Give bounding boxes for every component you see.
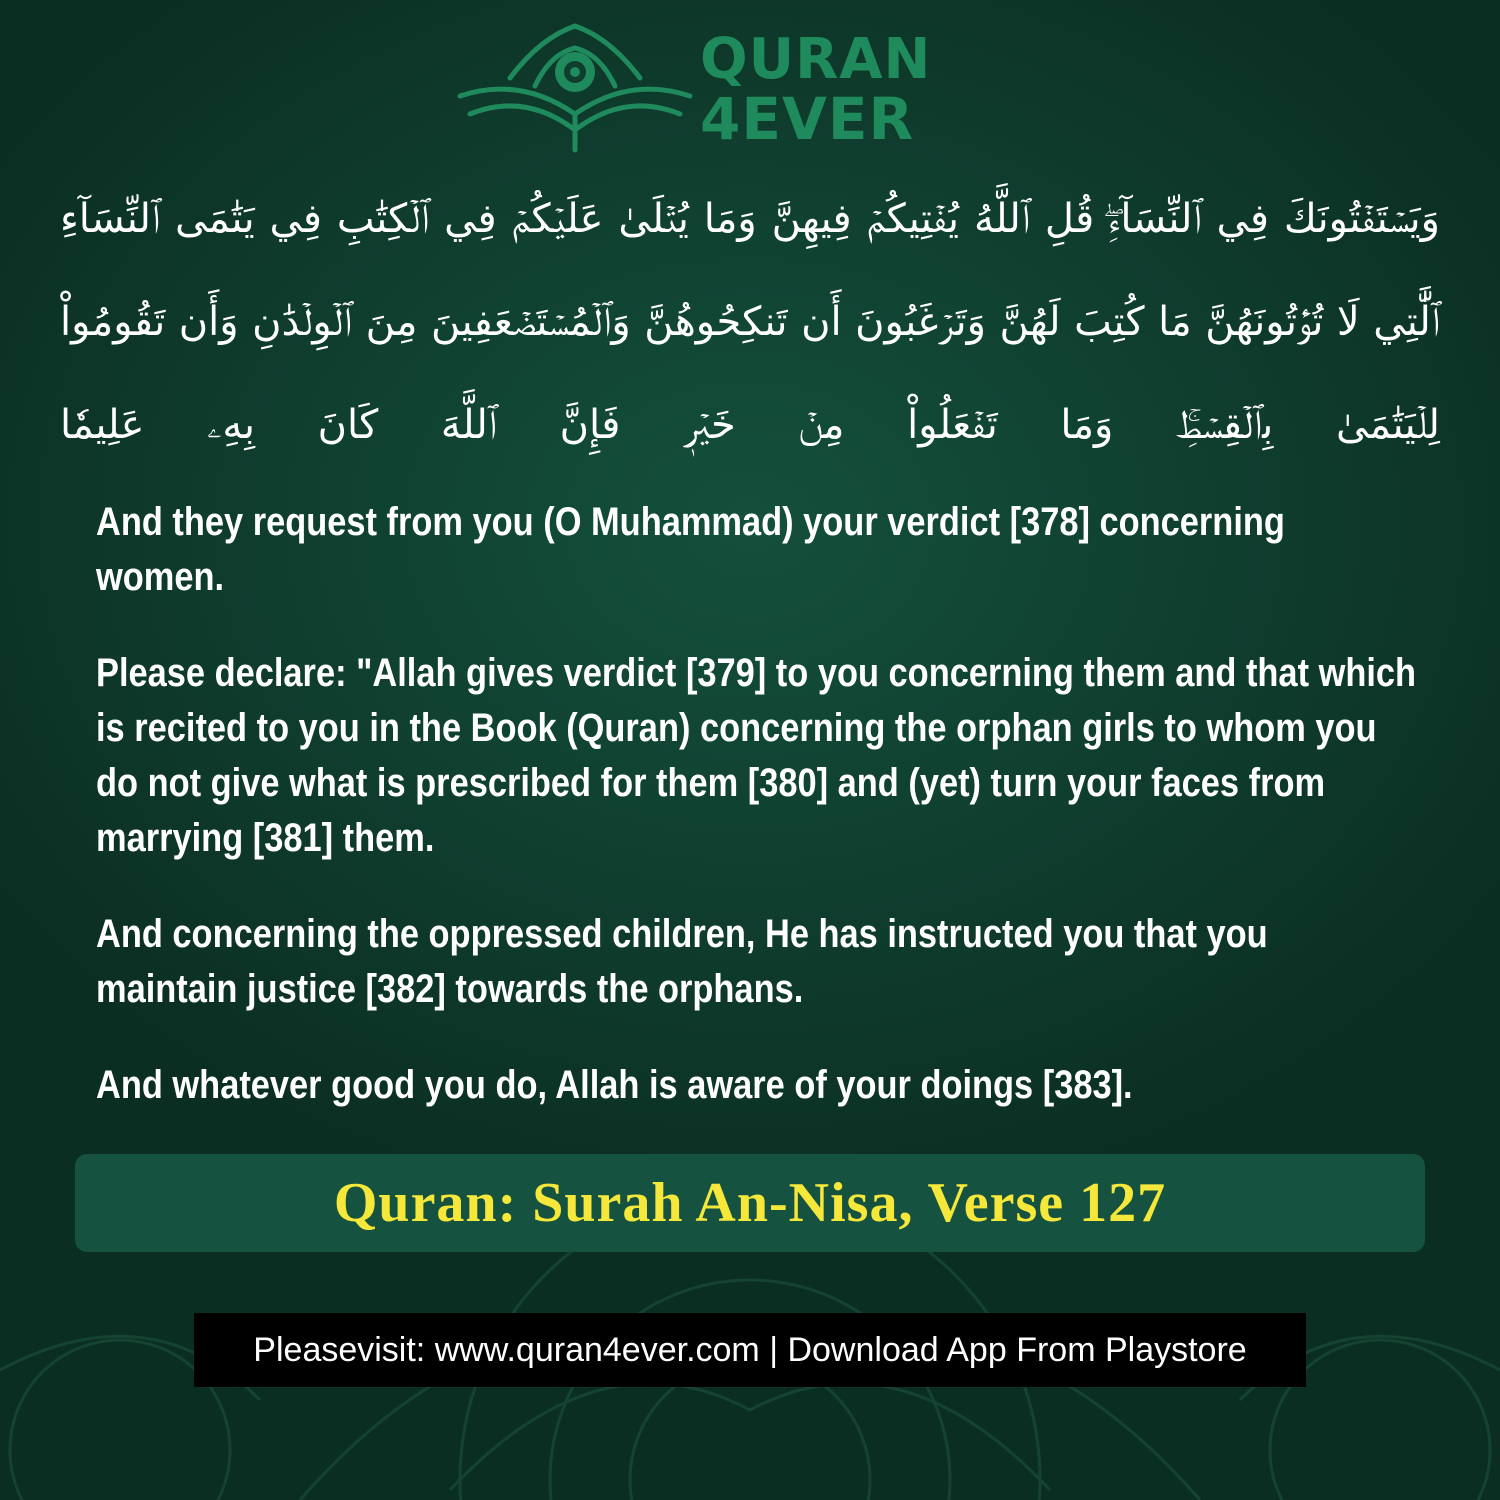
translation-paragraph: Please declare: "Allah gives verdict [379] to you concerning them and that which is recited to you in the Book (Quran) concerning the orphan girls to whom you do not give what is prescribed for them [380] and (yet) turn your faces from marrying [381] them. (96, 651, 1417, 860)
translation-paragraph: And whatever good you do, Allah is aware of your doings [383]. (96, 1063, 1133, 1107)
translation-paragraph: And concerning the oppressed children, He has instructed you that you maintain justice [382] towards the orphans. (96, 912, 1268, 1011)
translation-paragraph: And they request from you (O Muhammad) your verdict [378] concerning women. (96, 500, 1285, 599)
quran4ever-logo (450, 18, 932, 158)
arabic-verse: وَيَسۡتَفۡتُونَكَ فِي ٱلنِّسَآءِۖ قُلِ ٱللَّهُ يُفۡتِيكُمۡ فِيهِنَّ وَمَا يُتۡلَىٰ عَلَيۡكُمۡ فِي ٱلۡكِتَٰبِ فِي يَتَٰمَى ٱلنِّسَآءِ ٱلَّٰتِي لَا تُؤۡتُونَهُنَّ مَا كُتِبَ لَهُنَّ وَتَرۡغَبُونَ أَن تَنكِحُوهُنَّ وَٱلۡمُسۡتَضۡعَفِينَ مِنَ ٱلۡوِلۡدَٰنِ وَأَن تَقُومُواْ لِلۡيَتَٰمَىٰ بِٱلۡقِسۡطِۚ وَمَا تَفۡعَلُواْ مِنۡ خَيۡرٖ فَإِنَّ ٱللَّهَ كَانَ بِهِۦ عَلِيمٗا (60, 196, 1440, 448)
logo-text-quran: QURAN (700, 27, 932, 92)
translation-text (96, 495, 1417, 1154)
logo-text-4ever: 4EVER (700, 85, 915, 153)
verse-reference-box (75, 1154, 1425, 1252)
open-book-lotus-icon (450, 18, 700, 158)
footer-text: Pleasevisit: www.quran4ever.com | Download App From Playstore (253, 1330, 1247, 1369)
verse-reference: Quran: Surah An-Nisa, Verse 127 (333, 1172, 1167, 1234)
footer-banner (194, 1313, 1306, 1387)
